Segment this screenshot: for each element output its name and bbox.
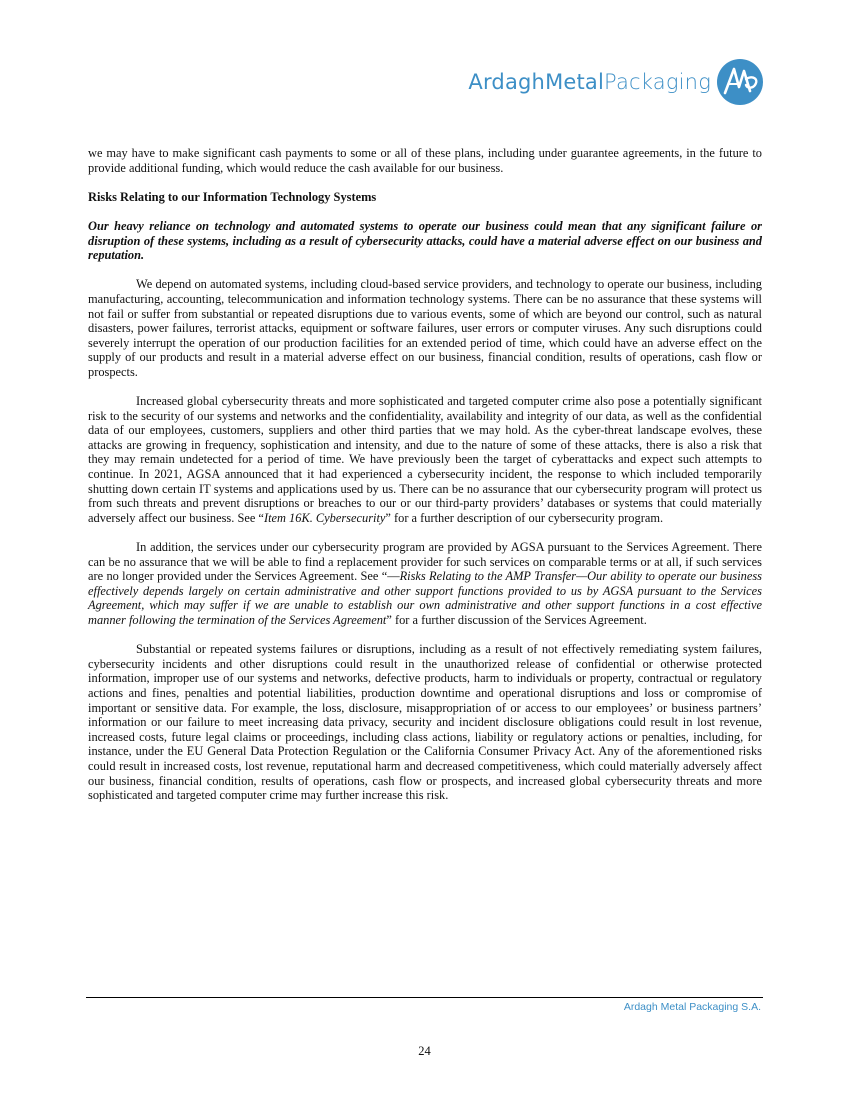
paragraph-2 xyxy=(88,394,762,525)
risk-heading: Our heavy reliance on technology and automated systems to operate our business could mean that any significant failure or disruption of these systems, including as a result of cybersecurity attacks, could have a material adverse effect on our business and reputation. xyxy=(88,218,762,263)
logo-word-packaging: Packaging xyxy=(604,70,711,94)
paragraph-3-reference: Risks Relating to the AMP Transfer—Our ability to operate our business effectively depends largely on certain administrative and other support functions provided to us by AGSA pursuant to the Services Agreement, which may suffer if we are unable to establish our own administrative and other support functions in a cost effective manner following the termination of the Services Agreement xyxy=(88,569,762,627)
intro-paragraph: we may have to make significant cash payments to some or all of these plans, including under guarantee agreements, in the future to provide additional funding, which would reduce the cash available for our business. xyxy=(88,146,762,175)
page-number: 24 xyxy=(418,1044,431,1058)
paragraph-3-end: ” for a further discussion of the Services Agreement. xyxy=(386,613,647,627)
company-logo xyxy=(468,56,765,108)
section-heading: Risks Relating to our Information Technology Systems xyxy=(88,189,377,204)
paragraph-2-text: Increased global cybersecurity threats and more sophisticated and targeted computer crime also pose a potentially significant risk to the security of our systems and networks and the confidentiality, availability and integrity of our data, as well as the confidential data of our employees, customers, suppliers and other third parties that we may hold. As the cyber-threat landscape evolves, these attacks are growing in frequency, sophistication and intensity, and due to the nature of some of these attacks, there is also a risk that they may remain undetected for a period of time. We have previously been the target of cyberattacks and expect such attempts to continue. In 2021, AGSA announced that it had experienced a cybersecurity incident, the response to which included temporarily shutting down certain IT systems and applications used by us. There can be no assurance that our cybersecurity program will protect us from such threats and prevent disruptions or breaches to our or our third-party providers’ databases or systems that could materially adversely affect our business. See “ xyxy=(88,394,762,525)
logo-word-metal: Metal xyxy=(545,70,605,94)
paragraph-2-end: ” for a further description of our cybersecurity program. xyxy=(385,510,664,525)
paragraph-4: Substantial or repeated systems failures or disruptions, including as a result of not effectively remediating system failures, cybersecurity incidents and other disruptions could result in the unauthorized release of confidential or otherwise protected information, improper use of our systems and networks, defective products, harm to individuals or property, contractual or regulatory actions and fines, penalties and potential liabilities, production downtime and operational disruptions and loss or compromise of important or sensitive data. For example, the loss, disclosure, misappropriation of or access to our employees’ or business partners’ information or our failure to meet increasing data privacy, security and incident disclosure obligations could result in lost revenue, increased costs, future legal claims or proceedings, including class actions, liability or regulatory actions or penalties, including, for instance, under the EU General Data Protection Regulation or the California Consumer Privacy Act. Any of the aforementioned risks could result in increased costs, lost revenue, reputational harm and decreased competitiveness, which could materially adversely affect our business, financial condition, results of operations, cash flow or prospects, and increased global cybersecurity threats and more sophisticated and targeted computer crime may further increase this risk. xyxy=(88,642,762,803)
paragraph-1: We depend on automated systems, including cloud-based service providers, and technology to operate our business, including manufacturing, accounting, telecommunication and information technology systems. There can be no assurance that these systems will not fail or suffer from substantial or repeated disruptions due to various events, some of which are beyond our control, such as natural disasters, power failures, terrorist attacks, equipment or software failures, user errors or computer viruses. Any such disruptions could severely interrupt the operation of our production facilities for an extended period of time, which could have an adverse effect on the supply of our products and result in a material adverse effect on our business, financial condition, results of operations, cash flow or prospects. xyxy=(88,277,762,379)
paragraph-2-reference: Item 16K. Cybersecurity xyxy=(263,510,386,525)
paragraph-3 xyxy=(88,540,762,628)
document-body xyxy=(88,146,762,817)
logo-wordmark xyxy=(468,70,711,94)
paragraph-3-text: In addition, the services under our cybersecurity program are provided by AGSA pursuant to the Services Agreement. There can be no assurance that we will be able to find a replacement provider for such services on comparable terms or at all, if such services are no longer provided under the Services Agreement. See “— xyxy=(88,540,762,584)
amp-logo-icon xyxy=(715,57,765,107)
logo-word-ardagh: Ardagh xyxy=(468,70,546,94)
footer-divider xyxy=(86,997,763,998)
footer-company-name: Ardagh Metal Packaging S.A. xyxy=(623,1001,761,1013)
